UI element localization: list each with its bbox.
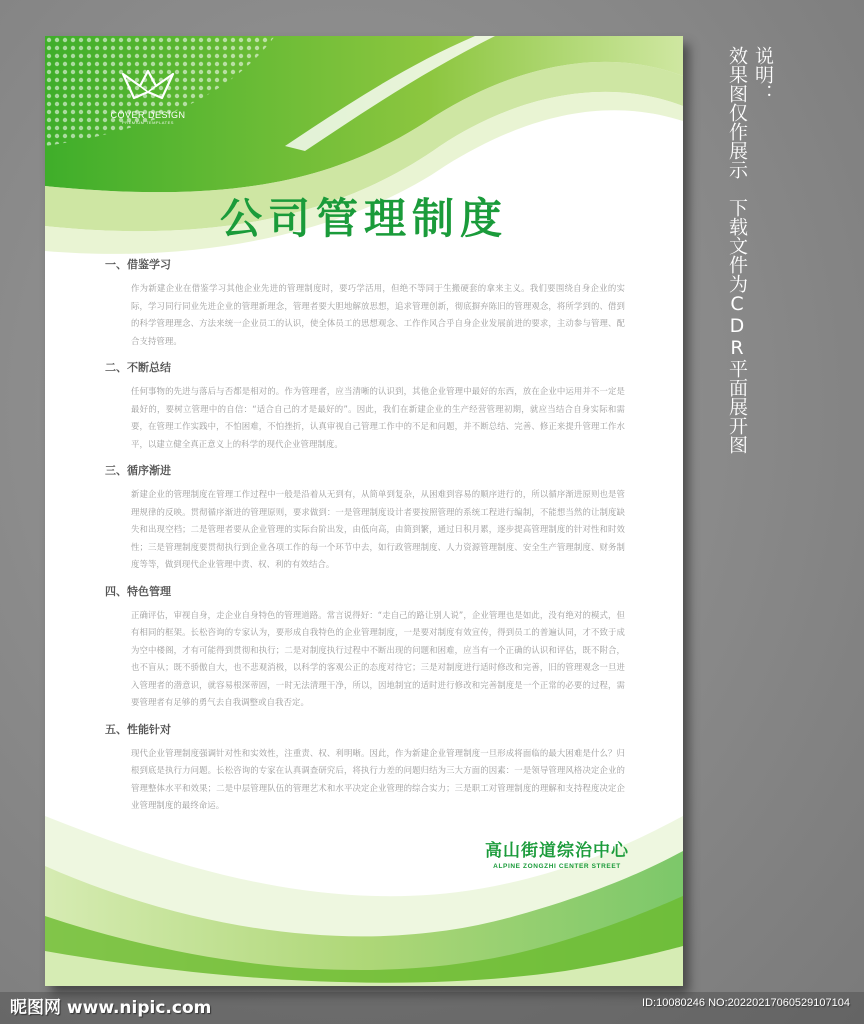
section-body: 作为新建企业在借鉴学习其他企业先进的管理制度时，要巧学活用，但绝不等同于生搬硬套的拿来主义。我们要围绕自身企业的实际，学习同行同业先进企业的管理新理念，管理者要大胆地解放思想，追求管理创新，彻底摒弃陈旧的管理观念，将所学到的、借到的科学管理理念、方法来统一企业员工的认识，使全体员工的思想观念、工作作风合乎自身企业发展前进的要求，主动参与管理、配合支持管理。 <box>131 283 625 346</box>
section-5 <box>105 721 625 815</box>
poster <box>45 36 683 986</box>
side-note-text: 效果图仅作展示 下载文件为CDR平面展开图 <box>726 46 748 454</box>
section-1 <box>105 256 625 350</box>
section-heading: 五、性能针对 <box>105 722 171 736</box>
section-heading: 二、不断总结 <box>105 361 171 374</box>
image-id-watermark: ID:10080246 NO:20220217060529107104 <box>642 997 850 1009</box>
side-note <box>726 46 776 526</box>
section-heading: 三、循序渐进 <box>105 464 171 477</box>
section-2 <box>105 359 625 453</box>
section-body: 任何事物的先进与落后与否都是相对的。作为管理者，应当清晰的认识到，其他企业管理中最好的东西，放在企业中运用并不一定是最好的，要树立管理中的自信：“适合自己的才是最好的”。因此，我们在新建企业的生产经营管理初期，就应当结合自身实际和需要，在管理工作实践中，不怕困难，不怕挫折，认真审视自己管理工作中的不足和问题，并不断总结、完善、修正来提升管理工作水平，以建立健全真正意义上的科学的现代企业管理制度。 <box>131 386 625 449</box>
section-4 <box>105 583 625 712</box>
organization-english-name: ALPINE ZONGZHI CENTER STREET <box>493 863 621 870</box>
section-body: 新建企业的管理制度在管理工作过程中一般是沿着从无到有，从简单到复杂，从困难到容易的顺序进行的，所以循序渐进原则也是管理规律的反映。贯彻循序渐进的管理原则，要求做到：一是管理制度设计者要按照管理的系统工程进行编制，不能想当然的让制度缺失和出现空档；二是管理者要从企业管理的实际台阶出发，由低向高，由简到繁，通过日积月累，逐步提高管理制度的针对性和时效性；三是管理制度要贯彻执行到企业各项工作的每一个环节中去，如行政管理制度、人力资源管理制度、安全生产管理制度、财务制度等等，做到现代企业管理中责、权、利的有效结合。 <box>131 489 625 569</box>
section-3 <box>105 462 625 574</box>
section-heading: 四、特色管理 <box>105 584 171 598</box>
site-watermark: 昵图网 www.nipic.com <box>10 998 212 1018</box>
cover-design-logo <box>103 66 193 125</box>
section-heading: 一、借鉴学习 <box>105 258 171 271</box>
section-body: 正确评估，审视自身，走企业自身特色的管理道路。常言说得好：“走自己的路让别人说”，企业管理也是如此，没有绝对的模式，但有相同的框架。长松咨询的专家认为，要形成自我特色的企业管理制度，一是要对制度有效宣传，得到员工的普遍认同，才不致于成为空中楼阁，才有可能得到贯彻和执行；二是对制度执行过程中不断出现的问题和困难，应当有一个正确的认识和评估，既不附合，也不盲从；既不骄傲自大，也不悲观消极，以科学的客观公正的态度对待它；三是对制度进行适时修改和完善，旧的管理观念一旦进入管理者的潜意识，就容易根深蒂固，一时无法清理干净，所以，因地制宜的适时进行修改和完善制度是一个正常的必要的过程，需要管理者有足够的勇气去自我调整或自我否定。 <box>131 609 625 707</box>
logo-text: COVER DESIGN <box>110 110 186 120</box>
origami-bird-icon <box>118 66 178 106</box>
side-note-label: 说明： <box>752 46 774 103</box>
organization-name: 高山街道综治中心 <box>485 841 629 861</box>
organization-block <box>485 836 629 870</box>
regulation-content <box>105 256 625 824</box>
logo-subtext: PREMIUM TEMPLATES <box>122 120 174 125</box>
section-body: 现代企业管理制度强调针对性和实效性，注重责、权、利明晰。因此，作为新建企业管理制度一旦形成将面临的最大困难是什么？归根到底是执行力问题。长松咨询的专家在认真调查研究后，将执行力差的问题归结为三大方面的因素：一是领导管理风格决定企业的管理整体水平和效果；二是中层管理队伍的管理艺术和水平决定企业管理的综合实力；三是职工对管理制度的理解和支持程度决定企业管理制度的最终命运。 <box>131 747 625 810</box>
poster-title: 公司管理制度 <box>219 194 508 243</box>
